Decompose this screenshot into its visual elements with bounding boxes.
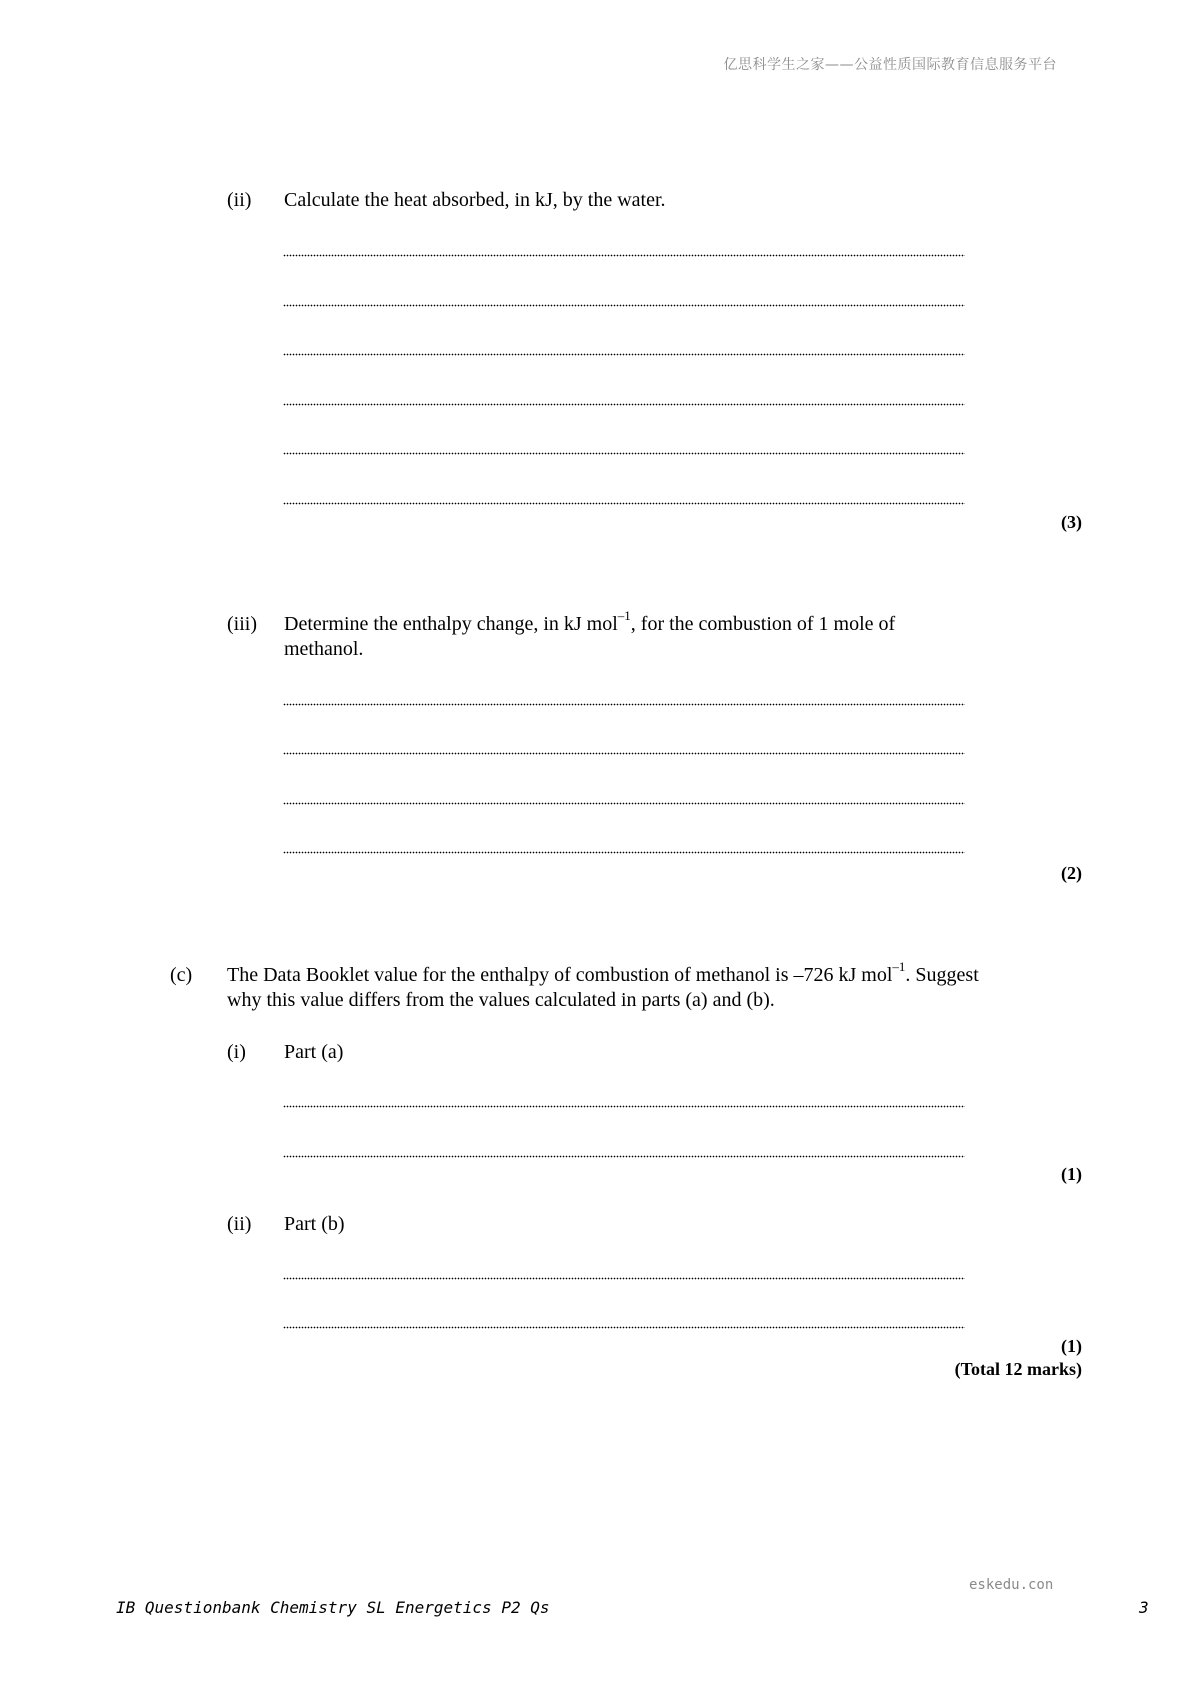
question-text-b-iii-before: Determine the enthalpy change, in kJ mol <box>284 613 618 635</box>
answer-line <box>283 353 965 356</box>
superscript: –1 <box>892 959 906 975</box>
marks-b-ii: (3) <box>1061 512 1082 532</box>
footer-title: IB Questionbank Chemistry SL Energetics P2 Qs <box>116 1598 550 1617</box>
answer-line <box>283 403 965 406</box>
question-label-b-ii: (ii) <box>227 189 252 211</box>
marks-c-i: (1) <box>1061 1164 1082 1184</box>
answer-line <box>283 502 965 505</box>
question-text-b-iii-after: , for the combustion of 1 mole of methanol. <box>284 613 896 660</box>
question-label-c-ii: (ii) <box>227 1213 252 1235</box>
question-text-c-after: . Suggest why this value differs from the values calculated in parts (a) and (b). <box>227 964 979 1011</box>
question-label-c-i: (i) <box>227 1041 246 1063</box>
answer-line <box>283 703 965 706</box>
total-marks: (Total 12 marks) <box>954 1359 1082 1379</box>
answer-line <box>283 851 965 854</box>
superscript: –1 <box>617 608 631 624</box>
answer-line <box>283 1105 965 1108</box>
page-number: 3 <box>1139 1598 1149 1617</box>
question-text-c-i: Part (a) <box>284 1041 344 1063</box>
question-text-c-before: The Data Booklet value for the enthalpy of combustion of methanol is –726 kJ mol <box>227 964 893 986</box>
header-watermark: 亿思科学生之家——公益性质国际教育信息服务平台 <box>723 57 1057 73</box>
answer-line <box>283 1326 965 1329</box>
answer-line <box>283 802 965 805</box>
marks-c-ii: (1) <box>1061 1336 1082 1356</box>
question-label-b-iii: (iii) <box>227 613 257 635</box>
answer-line <box>283 452 965 455</box>
question-text-c <box>227 959 987 1013</box>
answer-line <box>283 752 965 755</box>
answer-line <box>283 254 965 257</box>
question-text-b-iii <box>284 608 974 662</box>
question-text-b-ii: Calculate the heat absorbed, in kJ, by the water. <box>284 189 666 211</box>
footer-site: eskedu.con <box>969 1577 1054 1593</box>
marks-b-iii: (2) <box>1061 863 1082 883</box>
question-label-c: (c) <box>170 964 193 986</box>
answer-line <box>283 1155 965 1158</box>
answer-line <box>283 304 965 307</box>
question-text-c-ii: Part (b) <box>284 1213 345 1235</box>
answer-line <box>283 1277 965 1280</box>
